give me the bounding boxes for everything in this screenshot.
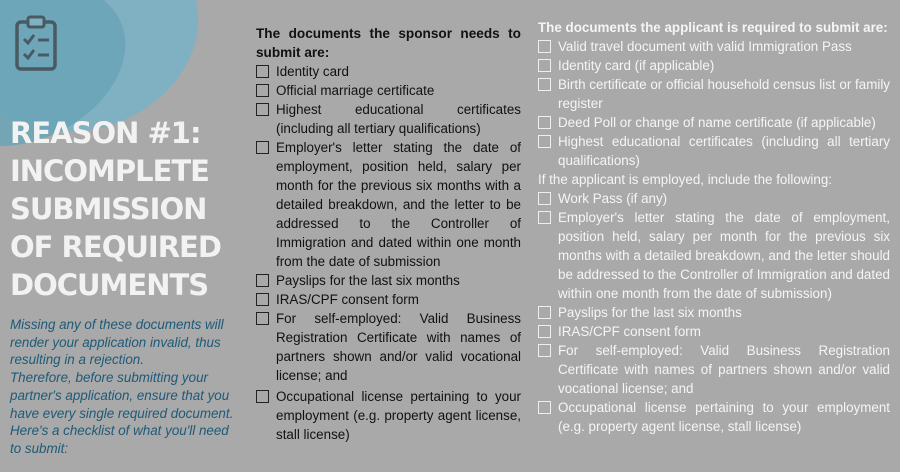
intro-text [10, 316, 240, 458]
checklist-item: IRAS/CPF consent form [538, 322, 890, 341]
checklist-item: Deed Poll or change of name certificate (if applicable) [538, 113, 890, 132]
checkbox[interactable] [538, 306, 551, 319]
checklist-item: Work Pass (if any) [538, 189, 890, 208]
applicant-heading: The documents the applicant is required to submit are: [538, 20, 888, 35]
checklist-item: Valid travel document with valid Immigration Pass [538, 37, 890, 56]
checkbox[interactable] [538, 40, 551, 53]
checkbox[interactable] [256, 274, 269, 287]
checkbox[interactable] [538, 192, 551, 205]
checklist-item: Official marriage certificate [256, 81, 521, 100]
heading-line: DOCUMENTS [10, 268, 209, 302]
checklist-item: Employer's letter stating the date of employment, position held, salary per month for the previous six months with a detailed breakdown, and the letter should be addressed to the Controller of Immigration and dated within one month from the date of submission) [538, 208, 890, 303]
checklist-item: Occupational license pertaining to your employment (e.g. property agent license, stall license) [256, 387, 521, 444]
checkbox[interactable] [538, 211, 551, 224]
checklist-item: Occupational license pertaining to your employment (e.g. property agent license, stall license) [538, 398, 890, 436]
checkbox[interactable] [256, 390, 269, 403]
sponsor-checklist [256, 24, 521, 444]
checklist-item: Highest educational certificates (including all tertiary qualifications) [256, 100, 521, 138]
heading-line: OF REQUIRED [10, 230, 221, 264]
checklist-item: Identity card [256, 62, 521, 81]
checkbox[interactable] [256, 312, 269, 325]
heading-line: REASON #1: [10, 116, 201, 150]
checkbox[interactable] [538, 135, 551, 148]
checkbox[interactable] [538, 325, 551, 338]
sponsor-heading: The documents the sponsor needs to submit are: [256, 26, 521, 60]
checklist-item: IRAS/CPF consent form [256, 290, 521, 309]
checklist-item: Payslips for the last six months [256, 271, 521, 290]
checkbox[interactable] [538, 116, 551, 129]
checklist-item: Birth certificate or official household census list or family register [538, 75, 890, 113]
checklist-item: For self-employed: Valid Business Registration Certificate with names of partners shown and/or valid vocational license; and [538, 341, 890, 398]
checklist-item: For self-employed: Valid Business Registration Certificate with names of partners shown and/or valid vocational license; and [256, 309, 521, 385]
reason-heading [10, 114, 245, 304]
left-panel [0, 0, 245, 472]
checkbox[interactable] [538, 78, 551, 91]
heading-line: SUBMISSION [10, 192, 207, 226]
applicant-checklist [538, 18, 890, 436]
checkbox[interactable] [256, 65, 269, 78]
checklist-item: Identity card (if applicable) [538, 56, 890, 75]
checkbox[interactable] [538, 59, 551, 72]
checkbox[interactable] [256, 141, 269, 154]
checklist-item: Highest educational certificates (including all tertiary qualifications) [538, 132, 890, 170]
checkbox[interactable] [256, 103, 269, 116]
checklist-item: Employer's letter stating the date of employment, position held, salary per month for the previous six months with a detailed breakdown, and the letter to be addressed to the Controller of Immigration and dated within one month from the date of submission [256, 138, 521, 271]
checklist-item: Payslips for the last six months [538, 303, 890, 322]
intro-paragraph: Therefore, before submitting your partner's application, ensure that you have every single required document. Here's a checklist of what you'll need to submit: [10, 370, 234, 456]
clipboard-checklist-icon [14, 14, 58, 72]
intro-paragraph: Missing any of these documents will render your application invalid, thus resulting in a rejection. [10, 317, 224, 368]
checkbox[interactable] [256, 84, 269, 97]
checkbox[interactable] [256, 293, 269, 306]
heading-line: INCOMPLETE [10, 154, 209, 188]
employed-note: If the applicant is employed, include the following: [538, 172, 833, 187]
checkbox[interactable] [538, 344, 551, 357]
checkbox[interactable] [538, 401, 551, 414]
